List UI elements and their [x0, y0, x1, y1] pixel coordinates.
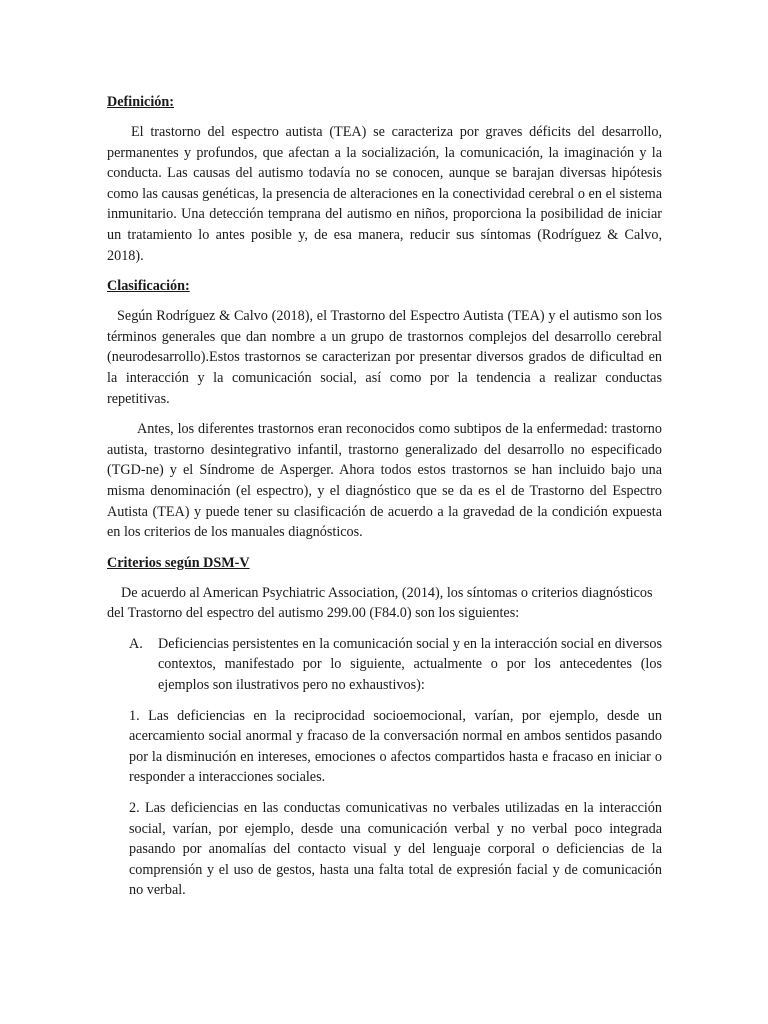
paragraph-definicion: El trastorno del espectro autista (TEA) se caracteriza por graves déficits del desarrollo, permanentes y profundos, que afectan a la socialización, la comunicación, la imaginación y la conducta. Las causas del autismo todavía no se conocen, aunque se barajan diversas hipótesis como las causas genéticas, la presencia de alteraciones en la conectividad cerebral o en el sistema inmunitario. Una detección temprana del autismo en niños, proporciona la posibilidad de iniciar un tratamiento lo antes posible y, de esa manera, reducir sus síntomas (Rodríguez & Calvo, 2018). — [107, 124, 662, 264]
paragraph-clasificacion-2: Antes, los diferentes trastornos eran reconocidos como subtipos de la enfermedad: trastorno autista, trastorno desintegrativo infantil, trastorno generalizado del desarrollo no especificado (TGD-ne) y el Síndrome de Asperger. Ahora todos estos trastornos se han incluido bajo una misma denominación (el espectro), y el diagnóstico que se da es el de Trastorno del Espectro Autista (TEA) y puede tener su clasificación de acuerdo a la gravedad de la condición expuesta en los criterios de los manuales diagnósticos. — [107, 421, 662, 541]
heading-criterios: Criterios según DSM-V — [107, 554, 250, 571]
list-item-a — [107, 634, 662, 696]
paragraph-criterios-intro: De acuerdo al American Psychiatric Association, (2014), los síntomas o criterios diagnósticos del Trastorno del espectro del autismo 299.00 (F84.0) son los siguientes: — [107, 584, 653, 622]
list-marker-a: A. — [129, 635, 143, 652]
heading-clasificacion: Clasificación: — [107, 278, 190, 295]
numbered-item-1: 1. Las deficiencias en la reciprocidad socioemocional, varían, por ejemplo, desde un acercamiento social anormal y fracaso de la conversación normal en ambos sentidos pasando por la disminución en intereses, emociones o afectos compartidos hasta e fracaso en iniciar o responder a interacciones sociales. — [129, 707, 662, 786]
numbered-item-2: 2. Las deficiencias en las conductas comunicativas no verbales utilizadas en la interacción social, varían, por ejemplo, desde una comunicación verbal y no verbal poco integrada pasando por anomalías del contacto visual y del lenguaje corporal o deficiencias de la comprensión y el uso de gestos, hasta una falta total de expresión facial y de comunicación no verbal. — [129, 800, 662, 899]
heading-definicion: Definición: — [107, 94, 174, 110]
paragraph-clasificacion-1: Según Rodríguez & Calvo (2018), el Trastorno del Espectro Autista (TEA) y el autismo son los términos generales que dan nombre a un grupo de trastornos complejos del desarrollo cerebral (neurodesarrollo).Estos trastornos se caracterizan por presentar diversos grados de dificultad en la interacción y la comunicación social, así como por la tendencia a realizar conductas repetitivas. — [107, 308, 662, 407]
document-page — [107, 92, 662, 911]
list-text-a: Deficiencias persistentes en la comunicación social y en la interacción social en diversos contextos, manifestado por lo siguiente, actualmente o por los antecedentes (los ejemplos son ilustrativos pero no exhaustivos): — [158, 635, 662, 694]
